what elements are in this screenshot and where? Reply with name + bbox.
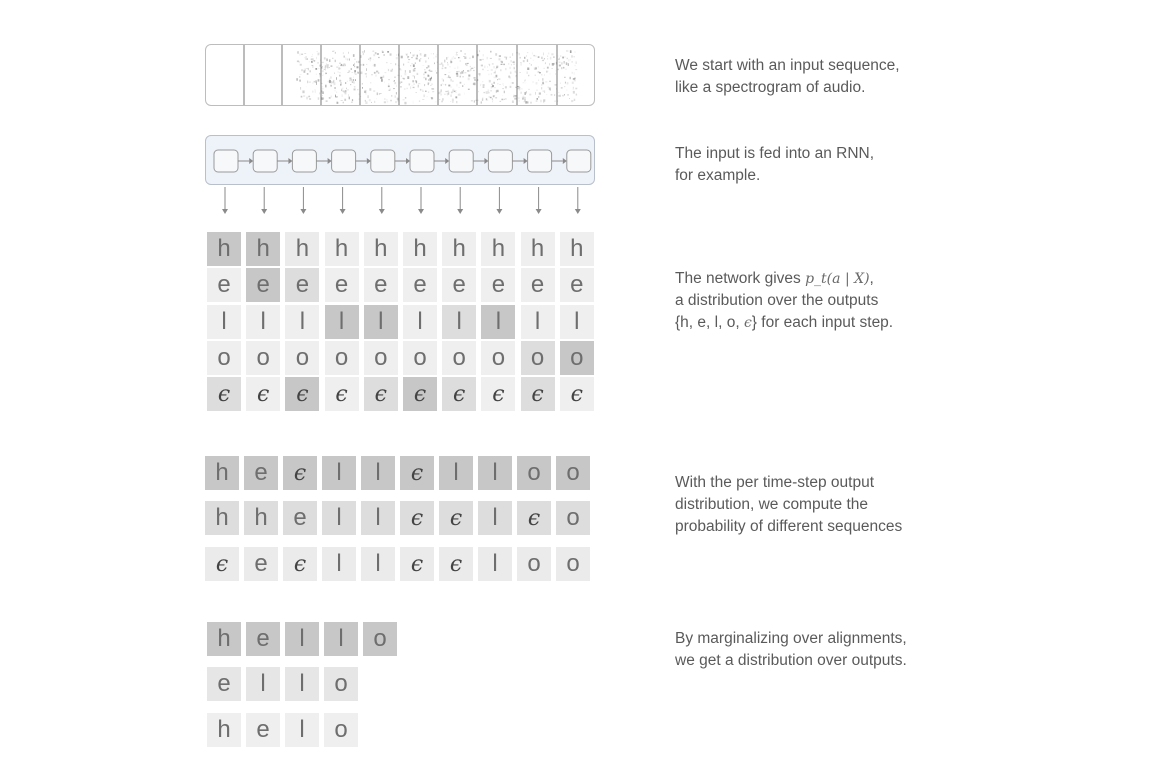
epsilon-cell: ϵ <box>283 547 317 581</box>
token-cell: e <box>364 268 398 302</box>
token-cell: h <box>207 232 241 266</box>
token-cell: o <box>246 341 280 375</box>
caption-alignments-line: probability of different sequences <box>675 518 903 535</box>
caption-distribution-set: {h, e, l, o, <box>675 314 740 331</box>
epsilon-cell: ϵ <box>521 377 555 411</box>
token-cell: e <box>560 268 594 302</box>
token-cell: l <box>285 713 319 747</box>
token-cell: e <box>246 268 280 302</box>
token-cell: e <box>285 268 319 302</box>
caption-distribution-suffix: , <box>869 270 874 287</box>
epsilon-cell: ϵ <box>325 377 359 411</box>
token-cell: e <box>244 456 278 490</box>
output-arrowhead <box>575 209 581 214</box>
token-cell: e <box>207 268 241 302</box>
token-cell: l <box>521 305 555 339</box>
token-cell: o <box>324 713 358 747</box>
caption-marginalize-line: we get a distribution over outputs. <box>675 652 907 669</box>
token-cell: h <box>442 232 476 266</box>
token-cell: l <box>285 305 319 339</box>
token-cell: o <box>363 622 397 656</box>
token-cell: e <box>325 268 359 302</box>
token-cell: h <box>246 232 280 266</box>
caption-distribution-tail: } for each input step. <box>751 314 894 331</box>
caption-rnn-line: The input is fed into an RNN, <box>675 145 875 162</box>
epsilon-cell: ϵ <box>439 501 473 535</box>
token-cell: l <box>285 622 319 656</box>
token-cell: l <box>246 667 280 701</box>
token-cell: h <box>403 232 437 266</box>
token-cell: h <box>244 501 278 535</box>
token-cell: l <box>361 501 395 535</box>
token-cell: h <box>207 713 241 747</box>
epsilon-cell: ϵ <box>285 377 319 411</box>
token-cell: l <box>322 456 356 490</box>
token-cell: l <box>361 456 395 490</box>
epsilon-cell: ϵ <box>400 456 434 490</box>
token-cell: e <box>207 667 241 701</box>
token-cell: h <box>521 232 555 266</box>
token-cell: e <box>481 268 515 302</box>
epsilon-cell: ϵ <box>517 501 551 535</box>
token-cell: h <box>207 622 241 656</box>
caption-distribution-line2: a distribution over the outputs <box>675 292 879 309</box>
token-cell: o <box>324 667 358 701</box>
caption-alignments-line: With the per time-step output <box>675 474 875 491</box>
token-cell: l <box>322 547 356 581</box>
token-cell: l <box>560 305 594 339</box>
token-cell: o <box>560 341 594 375</box>
token-cell: l <box>478 456 512 490</box>
epsilon-symbol: ϵ <box>743 315 752 331</box>
token-cell: h <box>205 456 239 490</box>
epsilon-cell: ϵ <box>442 377 476 411</box>
output-arrowhead <box>496 209 502 214</box>
probability-formula: p_t(a | X) <box>805 271 870 287</box>
token-cell: l <box>246 305 280 339</box>
token-cell: e <box>403 268 437 302</box>
output-arrowhead <box>457 209 463 214</box>
token-cell: l <box>481 305 515 339</box>
output-arrowhead <box>340 209 346 214</box>
token-cell: l <box>322 501 356 535</box>
epsilon-cell: ϵ <box>205 547 239 581</box>
epsilon-cell: ϵ <box>246 377 280 411</box>
token-cell: o <box>556 547 590 581</box>
token-cell: h <box>285 232 319 266</box>
token-cell: l <box>403 305 437 339</box>
token-cell: o <box>517 547 551 581</box>
output-arrowhead <box>300 209 306 214</box>
epsilon-cell: ϵ <box>439 547 473 581</box>
token-cell: e <box>521 268 555 302</box>
token-cell: e <box>442 268 476 302</box>
token-cell: l <box>325 305 359 339</box>
epsilon-cell: ϵ <box>481 377 515 411</box>
token-cell: l <box>324 622 358 656</box>
output-arrowhead <box>379 209 385 214</box>
caption-rnn-line: for example. <box>675 167 761 184</box>
token-cell: o <box>285 341 319 375</box>
epsilon-cell: ϵ <box>400 501 434 535</box>
token-cell: l <box>285 667 319 701</box>
token-cell: e <box>244 547 278 581</box>
token-cell: o <box>442 341 476 375</box>
token-cell: h <box>560 232 594 266</box>
token-cell: l <box>361 547 395 581</box>
token-cell: o <box>556 456 590 490</box>
token-cell: o <box>481 341 515 375</box>
token-cell: h <box>325 232 359 266</box>
token-cell: h <box>364 232 398 266</box>
token-cell: l <box>442 305 476 339</box>
caption-input-line: like a spectrogram of audio. <box>675 79 866 96</box>
token-cell: e <box>246 622 280 656</box>
output-arrowhead <box>261 209 267 214</box>
epsilon-cell: ϵ <box>560 377 594 411</box>
caption-distribution-prefix: The network gives <box>675 270 801 287</box>
token-cell: o <box>403 341 437 375</box>
epsilon-cell: ϵ <box>403 377 437 411</box>
epsilon-cell: ϵ <box>283 456 317 490</box>
caption-marginalize-line: By marginalizing over alignments, <box>675 630 907 647</box>
token-cell: o <box>517 456 551 490</box>
epsilon-cell: ϵ <box>400 547 434 581</box>
epsilon-cell: ϵ <box>207 377 241 411</box>
output-arrowhead <box>222 209 228 214</box>
token-cell: e <box>283 501 317 535</box>
token-cell: l <box>207 305 241 339</box>
token-cell: o <box>556 501 590 535</box>
token-cell: l <box>478 547 512 581</box>
caption-input-line: We start with an input sequence, <box>675 57 900 74</box>
token-cell: l <box>478 501 512 535</box>
token-cell: o <box>207 341 241 375</box>
epsilon-cell: ϵ <box>364 377 398 411</box>
caption-alignments-line: distribution, we compute the <box>675 496 868 513</box>
token-cell: o <box>364 341 398 375</box>
token-cell: l <box>364 305 398 339</box>
token-cell: h <box>481 232 515 266</box>
token-cell: o <box>325 341 359 375</box>
output-arrowhead <box>418 209 424 214</box>
token-cell: e <box>246 713 280 747</box>
output-arrowhead <box>536 209 542 214</box>
token-cell: o <box>521 341 555 375</box>
token-cell: h <box>205 501 239 535</box>
token-cell: l <box>439 456 473 490</box>
